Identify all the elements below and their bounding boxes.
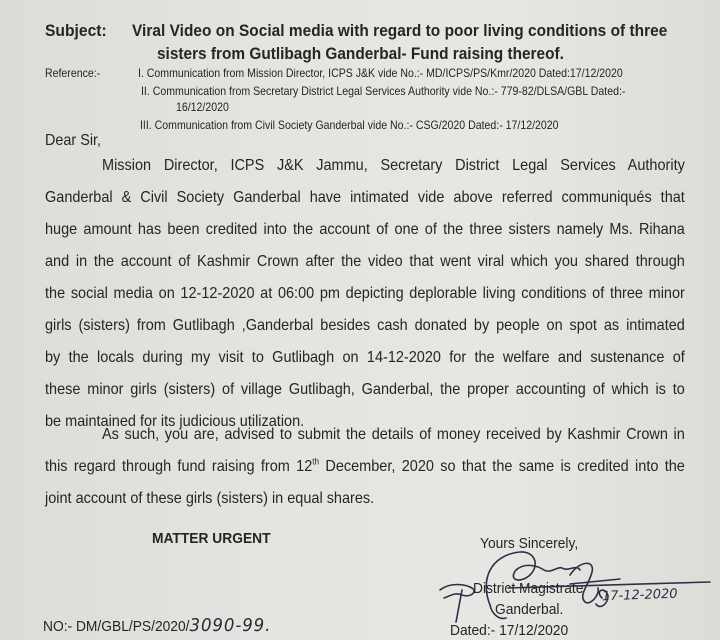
letter-date: Dated:- 17/12/2020 [450,622,569,639]
reference-item-1: I. Communication from Mission Director, ICPS J&K vide No.:- MD/ICPS/PS/Kmr/2020 Dated:17/12/2020 [138,66,623,80]
dispatch-number-printed: NO:- DM/GBL/PS/2020/ [43,618,190,635]
paragraph-line: be maintained for its judicious utilization. [45,413,305,430]
paragraph-line: and in the account of Kashmir Crown after the video that went viral which you shared through [45,253,685,270]
paragraph-line: the social media on 12-12-2020 at 06:00 pm depicting deplorable living conditions of three minor [45,285,685,302]
paragraph-line: Mission Director, ICPS J&K Jammu, Secretary District Legal Services Authority [102,157,685,174]
paragraph-line: by the locals during my visit to Gutlibagh on 14-12-2020 for the welfare and sustenance of [45,349,685,366]
dispatch-number-handwritten: 3090-99. [189,615,272,636]
text-fragment: December, 2020 so that the same is credited into the [319,458,685,475]
reference-item-2: II. Communication from Secretary District Legal Services Authority vide No.:- 779-82/DLSA/GBL Dated:- [141,84,626,98]
signatory-designation: District Magistrate [473,580,584,597]
salutation: Dear Sir, [45,132,102,149]
paragraph-line: joint account of these girls (sisters) in equal shares. [45,490,375,507]
reference-item-2-continued: 16/12/2020 [176,100,229,114]
ordinal-suffix: th [312,456,320,467]
subject-label: Subject: [45,21,107,40]
reference-label: Reference:- [45,66,101,80]
paragraph-line [45,451,685,483]
matter-urgent-label: MATTER URGENT [152,530,271,547]
paragraph-line: As such, you are, advised to submit the details of money received by Kashmir Crown in [102,426,685,443]
subject-text-line2: sisters from Gutlibagh Ganderbal- Fund raising thereof. [157,44,564,63]
text-fragment: this regard through fund raising from 12 [45,458,313,475]
paragraph-line: huge amount has been credited into the account of one of the three sisters namely Ms. Rihana [45,221,685,238]
handwritten-signature-date: 17-12-2020 [601,586,678,605]
body-paragraph-1 [45,150,685,438]
dispatch-number [43,615,271,636]
paragraph-line: Ganderbal & Civil Society Ganderbal have intimated vide above referred communiqués that [45,189,685,206]
paragraph-line: girls (sisters) from Gutlibagh ,Ganderbal besides cash donated by people on spot as intimated [45,317,685,334]
paragraph-line: these minor girls (sisters) of village Gutlibagh, Ganderbal, the proper accounting of which is to [45,381,685,398]
closing-text: Yours Sincerely, [480,535,579,552]
reference-item-3: III. Communication from Civil Society Ganderbal vide No.:- CSG/2020 Dated:- 17/12/2020 [140,118,559,132]
subject-text-line1: Viral Video on Social media with regard to poor living conditions of three [132,21,668,40]
signatory-office: Ganderbal. [495,601,564,618]
